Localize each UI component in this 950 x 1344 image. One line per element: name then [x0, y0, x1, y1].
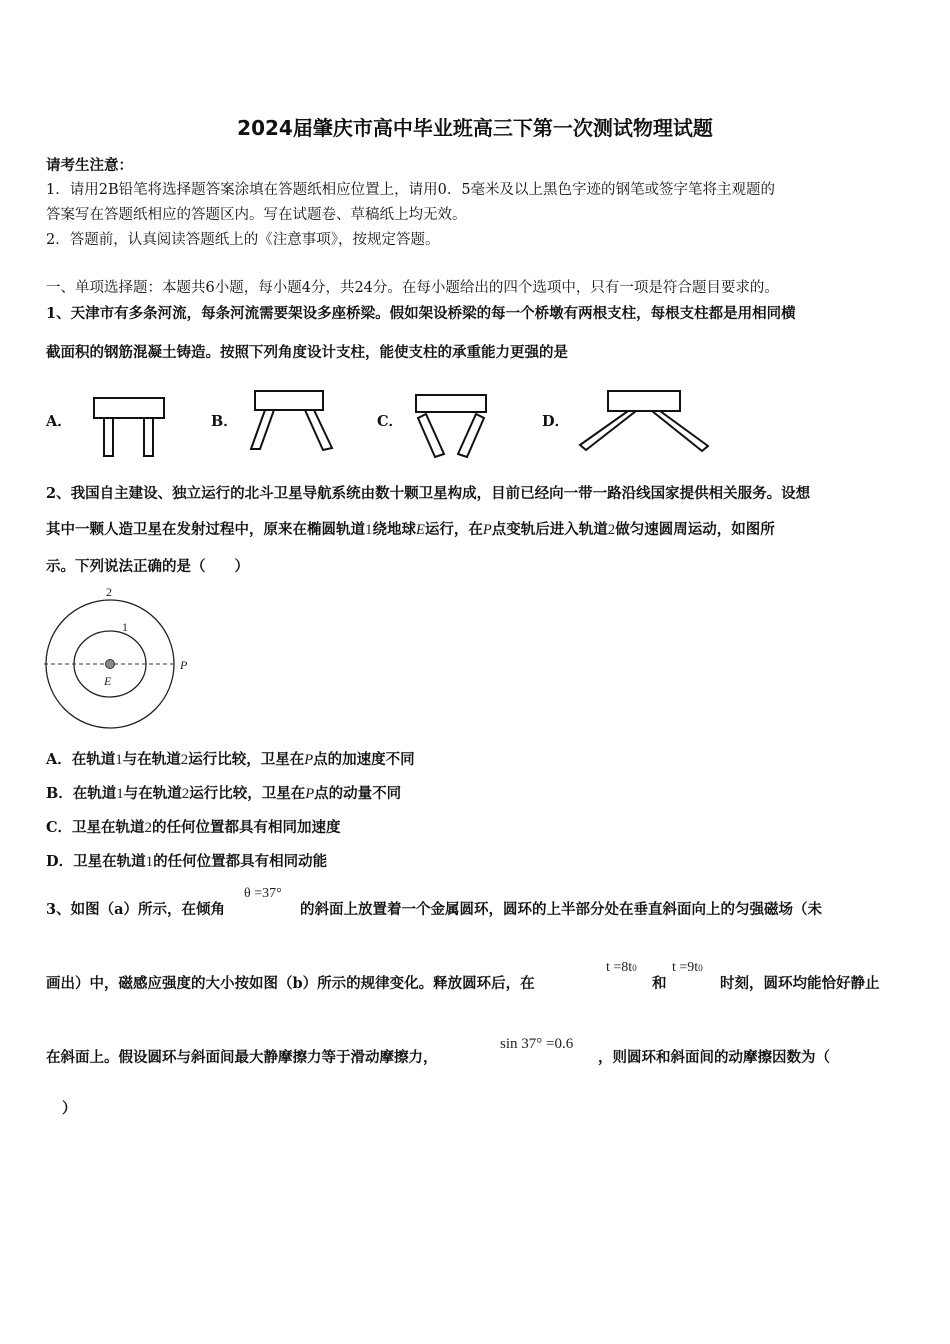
page-title: 2024届肇庆市高中毕业班高三下第一次测试物理试题 — [237, 116, 713, 140]
notice-line-1a: 1．请用2B铅笔将选择题答案涂填在答题纸相应位置上，请用0．5毫米及以上黑色字迹的钢笔或签字笔将主观题的 — [46, 182, 776, 198]
q2-option-d: D．卫星在轨道1的任何位置都具有相同动能 — [46, 853, 328, 870]
orbit-2-label: 2 — [106, 585, 112, 599]
q1-option-a-figure — [90, 395, 170, 460]
q3-text-line-1a: 3、如图（a）所示，在倾角 — [46, 901, 225, 918]
q3-text-line-4: ） — [62, 1100, 77, 1117]
q2-text-line-1: 2、我国自主建设、独立运行的北斗卫星导航系统由数十颗卫星构成，目前已经向一带一路沿线国家提供相关服务。设想 — [46, 485, 811, 502]
q3-text-line-2a: 画出）中，磁感应强度的大小按如图（b）所示的规律变化。释放圆环后，在 — [46, 975, 535, 992]
q2-orbit-figure — [40, 585, 200, 735]
q3-time-2: t =9t0 — [672, 960, 703, 975]
q2-text-line-3: 示。下列说法正确的是（ ） — [46, 558, 249, 575]
q3-sine-value: sin 37° =0.6 — [500, 1036, 574, 1052]
q1-option-d-figure — [578, 388, 710, 453]
q1-option-b-figure — [245, 388, 337, 453]
q3-text-line-3b: ，则圆环和斜面间的动摩擦因数为（ — [598, 1049, 830, 1066]
point-p-label: P — [180, 658, 188, 672]
q3-and: 和 — [652, 975, 667, 992]
q3-time-1: t =8t0 — [606, 960, 637, 975]
notice-line-2: 2．答题前，认真阅读答题纸上的《注意事项》，按规定答题。 — [46, 232, 440, 248]
q1-text-line-2: 截面积的钢筋混凝土铸造。按照下列角度设计支柱，能使支柱的承重能力更强的是 — [46, 344, 568, 361]
notice-line-1b: 答案写在答题纸相应的答题区内。写在试题卷、草稿纸上均无效。 — [46, 207, 467, 223]
q3-text-line-2b: 时刻，圆环均能恰好静止 — [720, 975, 880, 992]
q1-option-b-label: B． — [211, 413, 238, 430]
earth-e-label: E — [104, 674, 112, 688]
q2-option-a: A．在轨道1与在轨道2运行比较，卫星在P点的加速度不同 — [46, 751, 415, 768]
q1-option-d-label: D． — [542, 413, 570, 430]
q2-option-b: B．在轨道1与在轨道2运行比较，卫星在P点的动量不同 — [46, 785, 402, 802]
q1-option-a-label: A． — [46, 413, 72, 430]
q3-text-line-1b: 的斜面上放置着一个金属圆环，圆环的上半部分处在垂直斜面向上的匀强磁场（未 — [300, 901, 822, 918]
q1-option-c-label: C． — [377, 413, 404, 430]
q2-option-c: C．卫星在轨道2的任何位置都具有相同加速度 — [46, 819, 341, 836]
notice-heading: 请考生注意： — [46, 157, 133, 174]
q3-theta: θ =37° — [244, 886, 282, 901]
q2-text-line-2: 其中一颗人造卫星在发射过程中，原来在椭圆轨道1绕地球E运行，在P点变轨后进入轨道2做匀速圆周运动，如图所 — [46, 521, 775, 538]
orbit-1-label: 1 — [122, 620, 128, 634]
q1-text-line-1: 1、天津市有多条河流，每条河流需要架设多座桥梁。假如架设桥梁的每一个桥墩有两根支柱，每根支柱都是用相同横 — [46, 305, 796, 322]
q3-text-line-3a: 在斜面上。假设圆环与斜面间最大静摩擦力等于滑动摩擦力， — [46, 1049, 438, 1066]
section-heading: 一、单项选择题：本题共6小题，每小题4分，共24分。在每小题给出的四个选项中，只有一项是符合题目要求的。 — [46, 280, 779, 296]
q1-option-c-figure — [410, 390, 492, 460]
